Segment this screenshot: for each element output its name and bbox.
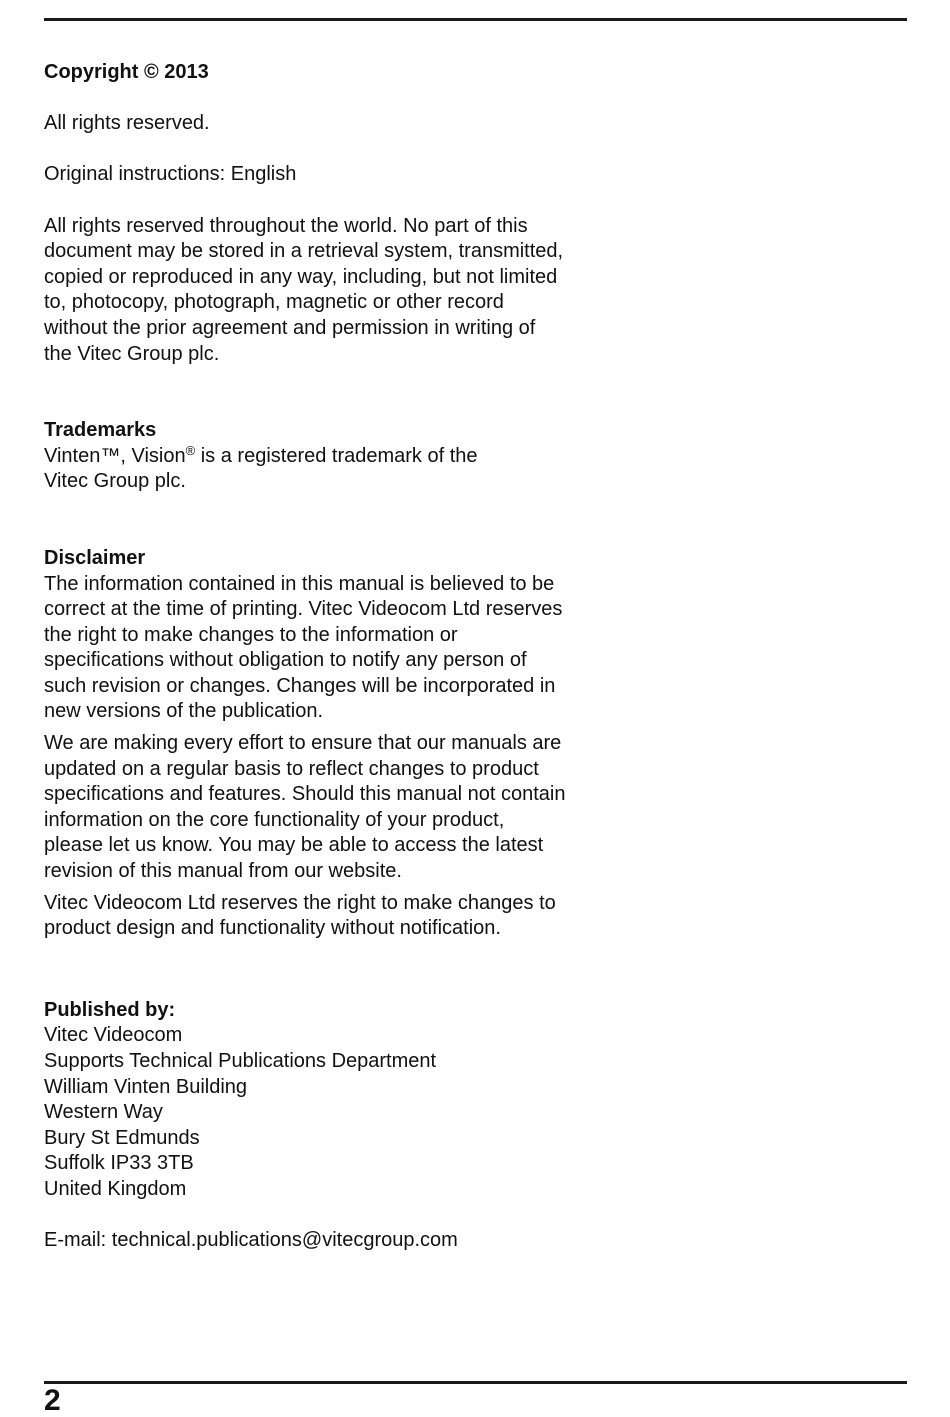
copyright-line: document may be stored in a retrieval system, transmitted,	[44, 240, 564, 263]
page-content	[44, 60, 584, 1254]
address-line: Vitec Videocom	[44, 1024, 183, 1047]
publisher-heading: Published by:	[44, 998, 176, 1021]
copyright-line: without the prior agreement and permission in writing of	[44, 316, 536, 339]
disclaimer-paragraph-3	[44, 891, 584, 942]
disclaimer-line: such revision or changes. Changes will be incorporated in	[44, 674, 556, 697]
top-rule	[44, 18, 907, 21]
address-line: United Kingdom	[44, 1177, 187, 1200]
disclaimer-line: correct at the time of printing. Vitec Videocom Ltd reserves	[44, 598, 563, 621]
trademark-statement: is a registered trademark of the	[195, 444, 478, 467]
copyright-line: to, photocopy, photograph, magnetic or other record	[44, 291, 504, 314]
disclaimer-line: The information contained in this manual is believed to be	[44, 572, 555, 595]
publisher-email: E-mail: technical.publications@vitecgroup.com	[44, 1229, 458, 1252]
disclaimer-line: the right to make changes to the information or	[44, 623, 458, 646]
disclaimer-line: specifications and features. Should this manual not contain	[44, 783, 566, 806]
disclaimer-line: specifications without obligation to notify any person of	[44, 649, 527, 672]
disclaimer-line: updated on a regular basis to reflect changes to product	[44, 757, 539, 780]
rights-reserved: All rights reserved.	[44, 112, 210, 135]
trademarks-heading: Trademarks	[44, 419, 157, 442]
disclaimer-line: revision of this manual from our website.	[44, 860, 402, 883]
disclaimer-line: please let us know. You may be able to access the latest	[44, 834, 544, 857]
trademarks-owner: Vitec Group plc.	[44, 470, 186, 493]
copyright-heading: Copyright © 2013	[44, 61, 209, 83]
disclaimer-paragraph-1	[44, 572, 584, 726]
disclaimer-line: new versions of the publication.	[44, 700, 324, 723]
disclaimer-heading: Disclaimer	[44, 546, 146, 569]
disclaimer-line: Vitec Videocom Ltd reserves the right to make changes to	[44, 891, 556, 914]
copyright-body	[44, 214, 584, 368]
address-line: William Vinten Building	[44, 1075, 248, 1098]
address-line: Bury St Edmunds	[44, 1126, 200, 1149]
page-number: 2	[44, 1384, 61, 1417]
disclaimer-line: information on the core functionality of your product,	[44, 808, 505, 831]
trademark-names: Vinten™, Vision	[44, 444, 186, 467]
publisher-address	[44, 1023, 584, 1202]
disclaimer-line: product design and functionality without notification.	[44, 917, 501, 940]
address-line: Supports Technical Publications Department	[44, 1050, 437, 1072]
disclaimer-paragraph-2	[44, 731, 584, 885]
copyright-line: copied or reproduced in any way, including, but not limited	[44, 265, 558, 288]
copyright-line: All rights reserved throughout the world. No part of this	[44, 214, 528, 237]
copyright-line: the Vitec Group plc.	[44, 342, 220, 365]
address-line: Suffolk IP33 3TB	[44, 1152, 194, 1175]
disclaimer-line: We are making every effort to ensure that our manuals are	[44, 732, 562, 755]
trademarks-line	[44, 444, 584, 470]
bottom-rule	[44, 1381, 907, 1384]
original-instructions: Original instructions: English	[44, 163, 297, 186]
registered-mark: ®	[185, 442, 196, 458]
address-line: Western Way	[44, 1101, 163, 1124]
